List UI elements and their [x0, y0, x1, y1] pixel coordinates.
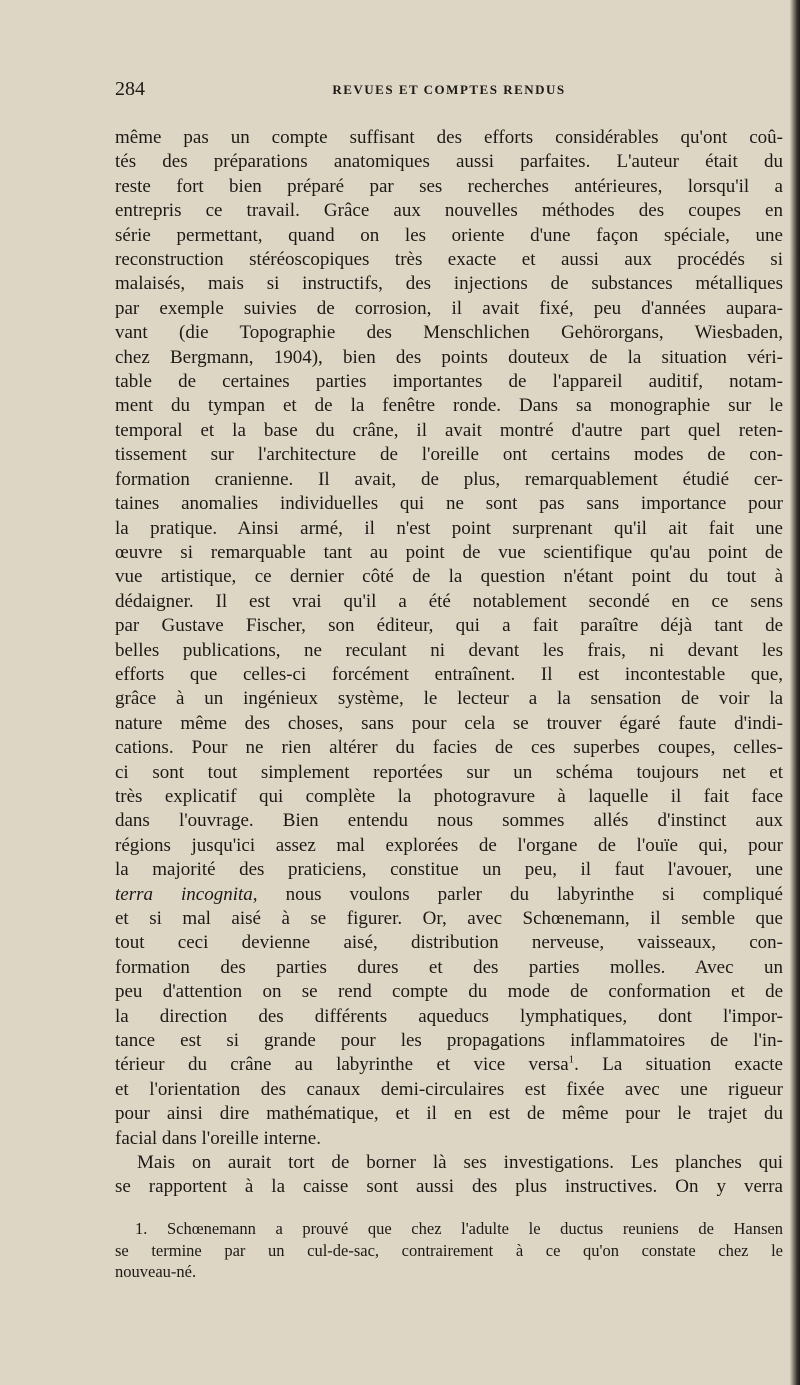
running-title: REVUES ET COMPTES RENDUS — [332, 82, 566, 97]
text-fragment: . La situation exacte — [574, 1054, 783, 1076]
text-line: chez Bergmann, 1904), bien des points douteux de la situation véri- — [115, 346, 783, 368]
text-line: œuvre si remarquable tant au point de vue scientifique qu'au point de — [115, 541, 783, 563]
footnote-line: se termine par un cul-de-sac, contrairement à ce qu'on constate chez le — [115, 1240, 783, 1260]
text-line: dans l'ouvrage. Bien entendu nous sommes allés d'instinct aux — [115, 810, 783, 832]
text-fragment: , nous voulons parler du labyrinthe si compliqué — [252, 883, 783, 905]
text-line: reconstruction stéréoscopiques très exacte et aussi aux procédés si — [115, 249, 783, 271]
text-line: Mais on aurait tort de borner là ses investigations. Les planches qui — [137, 1152, 783, 1174]
text-line: temporal et la base du crâne, il avait montré d'autre part quel reten- — [115, 419, 783, 441]
text-line: entrepris ce travail. Grâce aux nouvelles méthodes des coupes en — [115, 200, 783, 222]
text-line — [115, 883, 783, 907]
text-line: et si mal aisé à se figurer. Or, avec Schœnemann, il semble que — [115, 908, 783, 929]
text-line: série permettant, quand on les oriente d'une façon spéciale, une — [115, 224, 783, 246]
text-line: par exemple suivies de corrosion, il avait fixé, peu d'années aupara- — [115, 297, 783, 319]
text-line: efforts que celles-ci forcément entraînent. Il est incontestable que, — [115, 663, 783, 685]
text-line: par Gustave Fischer, son éditeur, qui a fait paraître déjà tant de — [115, 615, 783, 637]
text-line: tissement sur l'architecture de l'oreille ont certains modes de con- — [115, 444, 783, 466]
text-line: et l'orientation des canaux demi-circulaires est fixée avec une rigueur — [115, 1078, 783, 1100]
text-line: facial dans l'oreille interne. — [115, 1127, 321, 1149]
text-line: tance est si grande pour les propagations inflammatoires de l'in- — [115, 1030, 783, 1052]
text-line: grâce à un ingénieux système, le lecteur a la sensation de voir la — [115, 688, 783, 710]
text-line: la direction des différents aqueducs lymphatiques, dont l'impor- — [115, 1005, 783, 1027]
page-number: 284 — [115, 78, 145, 100]
text-line: table de certaines parties importantes de l'appareil auditif, notam- — [115, 371, 783, 393]
text-line: dédaigner. Il est vrai qu'il a été notablement secondé en ce sens — [115, 590, 783, 612]
text-line: ment du tympan et de la fenêtre ronde. Dans sa monographie sur le — [115, 395, 783, 417]
text-line: formation cranienne. Il avait, de plus, remarquablement étudié cer- — [115, 468, 783, 490]
body-text — [115, 126, 783, 1200]
text-line: tout ceci devienne aisé, distribution nerveuse, vaisseaux, con- — [115, 932, 783, 954]
text-line: se rapportent à la caisse sont aussi des plus instructives. On y verra — [115, 1176, 783, 1198]
text-line: reste fort bien préparé par ses recherches antérieures, lorsqu'il a — [115, 175, 783, 197]
text-line: la majorité des praticiens, constitue un peu, il faut l'avouer, une — [115, 859, 783, 881]
text-line — [115, 1053, 783, 1077]
text-fragment: térieur du crâne au labyrinthe et vice versa — [115, 1054, 569, 1076]
text-line: très explicatif qui complète la photogravure à laquelle il fait face — [115, 785, 783, 807]
text-line: belles publications, ne reculant ni devant les frais, ni devant les — [115, 639, 783, 661]
italic-term: terra incognita — [115, 883, 253, 905]
text-line: la pratique. Ainsi armé, il n'est point surprenant qu'il ait fait une — [115, 517, 783, 539]
text-line: peu d'attention on se rend compte du mode de conformation et de — [115, 981, 783, 1003]
text-line: pour ainsi dire mathématique, et il en est de même pour le trajet du — [115, 1103, 783, 1125]
text-line: nature même des choses, sans pour cela se trouver égaré faute d'indi- — [115, 712, 783, 734]
page-edge-shadow — [790, 0, 800, 1385]
text-line: ci sont tout simplement reportées sur un schéma toujours net et — [115, 761, 783, 783]
footnote-line: 1. Schœnemann a prouvé que chez l'adulte le ductus reuniens de Hansen — [135, 1219, 783, 1238]
footnote-line: nouveau-né. — [115, 1262, 197, 1281]
text-line: régions jusqu'ici assez mal explorées de l'organe de l'ouïe qui, pour — [115, 834, 783, 856]
text-line: tés des préparations anatomiques aussi parfaites. L'auteur était du — [115, 151, 783, 173]
footnote — [115, 1218, 783, 1283]
text-line: vue artistique, ce dernier côté de la question n'étant point du tout à — [115, 566, 783, 588]
text-line: vant (die Topographie des Menschlichen Gehörorgans, Wiesbaden, — [115, 322, 783, 344]
text-line: formation des parties dures et des parties molles. Avec un — [115, 956, 783, 978]
footnote-ref[interactable]: 1 — [568, 1054, 575, 1067]
text-line: malaisés, mais si instructifs, des injections de substances métalliques — [115, 273, 783, 295]
page-header — [115, 78, 783, 104]
text-line: cations. Pour ne rien altérer du facies de ces superbes coupes, celles- — [115, 737, 783, 759]
text-line: même pas un compte suffisant des efforts considérables qu'ont coû- — [115, 127, 783, 148]
text-line: taines anomalies individuelles qui ne sont pas sans importance pour — [115, 493, 783, 515]
